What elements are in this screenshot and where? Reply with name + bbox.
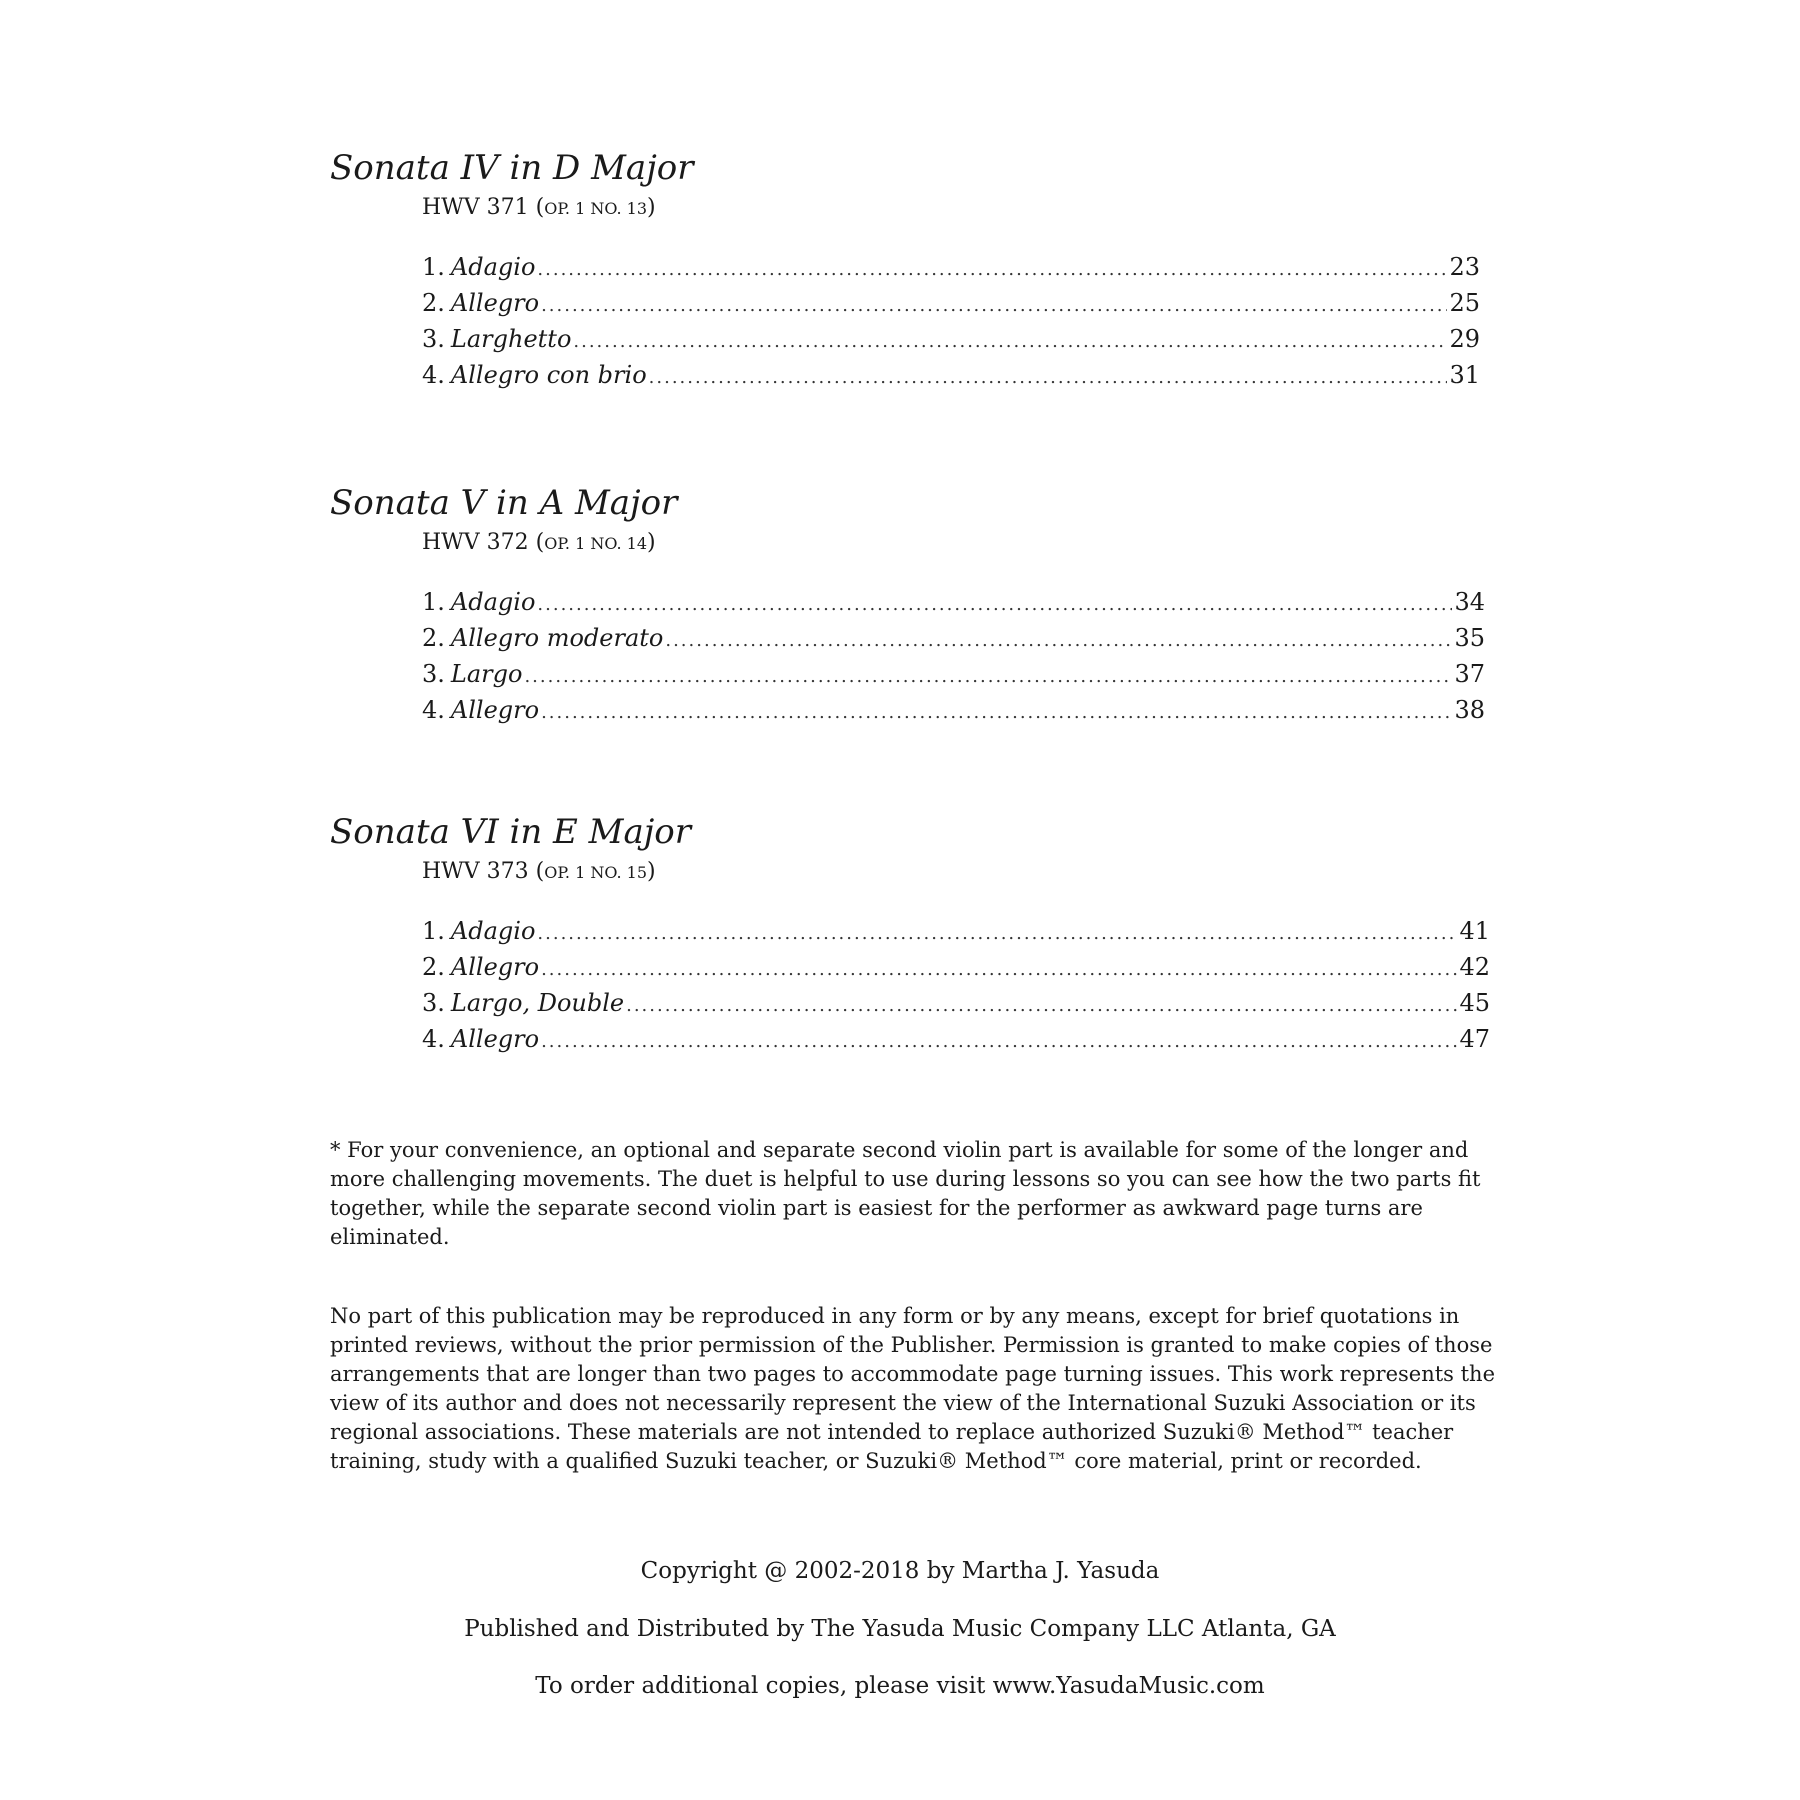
movement-entry bbox=[422, 949, 1490, 985]
sonata-catalog: HWV 372 (OP. 1 NO. 14) bbox=[422, 530, 656, 555]
movement-entry bbox=[422, 656, 1485, 692]
movement-entry bbox=[422, 692, 1485, 728]
movement-entry bbox=[422, 285, 1480, 321]
movement-page: 29 bbox=[1449, 325, 1480, 353]
movement-number: 4. bbox=[422, 361, 445, 389]
movement-number: 1. bbox=[422, 917, 445, 945]
movement-name: Largo bbox=[450, 660, 523, 688]
movement-number: 4. bbox=[422, 696, 445, 724]
movement-number: 2. bbox=[422, 953, 445, 981]
movement-name: Allegro moderato bbox=[450, 624, 664, 652]
movement-entry bbox=[422, 249, 1480, 285]
movement-name: Allegro bbox=[450, 289, 540, 317]
movement-number: 4. bbox=[422, 1025, 445, 1053]
order-line: To order additional copies, please visit www.YasudaMusic.com bbox=[535, 1673, 1265, 1699]
movement-entry bbox=[422, 584, 1485, 620]
movement-list bbox=[422, 913, 1490, 1057]
movement-page: 42 bbox=[1459, 953, 1490, 981]
movement-page: 34 bbox=[1454, 588, 1485, 616]
movement-entry bbox=[422, 913, 1490, 949]
sonata-catalog: HWV 371 (OP. 1 NO. 13) bbox=[422, 195, 656, 220]
sonata-title: Sonata IV in D Major bbox=[330, 148, 694, 188]
sonata-title: Sonata VI in E Major bbox=[330, 812, 692, 852]
movement-name: Adagio bbox=[450, 588, 536, 616]
dot-leader bbox=[541, 695, 1452, 731]
copyright-line: Copyright @ 2002-2018 by Martha J. Yasuda bbox=[640, 1558, 1160, 1584]
catalog-number: HWV 372 bbox=[422, 530, 529, 555]
sonata-section bbox=[330, 812, 1490, 1057]
dot-leader bbox=[541, 288, 1447, 324]
dot-leader bbox=[537, 916, 1457, 952]
dot-leader bbox=[524, 659, 1452, 695]
sonata-section bbox=[330, 148, 1480, 393]
opus-number: OP. 1 NO. 13 bbox=[544, 199, 648, 218]
movement-name: Allegro bbox=[450, 953, 540, 981]
opus-number: OP. 1 NO. 14 bbox=[544, 534, 648, 553]
movement-list bbox=[422, 584, 1485, 728]
publisher-line: Published and Distributed by The Yasuda Music Company LLC Atlanta, GA bbox=[464, 1616, 1336, 1642]
movement-name: Allegro bbox=[450, 1025, 540, 1053]
catalog-number: HWV 371 bbox=[422, 195, 529, 220]
movement-page: 35 bbox=[1454, 624, 1485, 652]
movement-page: 25 bbox=[1449, 289, 1480, 317]
movement-number: 2. bbox=[422, 624, 445, 652]
dot-leader bbox=[573, 324, 1447, 360]
movement-name: Larghetto bbox=[450, 325, 572, 353]
movement-entry bbox=[422, 321, 1480, 357]
dot-leader bbox=[541, 1024, 1457, 1060]
movement-number: 3. bbox=[422, 660, 445, 688]
movement-entry bbox=[422, 620, 1485, 656]
sonata-title: Sonata V in A Major bbox=[330, 483, 678, 523]
movement-page: 41 bbox=[1459, 917, 1490, 945]
sonata-section bbox=[330, 483, 1485, 728]
movement-entry bbox=[422, 357, 1480, 393]
dot-leader bbox=[537, 252, 1447, 288]
movement-page: 23 bbox=[1449, 253, 1480, 281]
movement-number: 1. bbox=[422, 253, 445, 281]
dot-leader bbox=[541, 952, 1457, 988]
movement-page: 47 bbox=[1459, 1025, 1490, 1053]
movement-page: 37 bbox=[1454, 660, 1485, 688]
movement-number: 3. bbox=[422, 989, 445, 1017]
movement-name: Adagio bbox=[450, 917, 536, 945]
movement-name: Adagio bbox=[450, 253, 536, 281]
dot-leader bbox=[626, 988, 1457, 1024]
dot-leader bbox=[537, 587, 1452, 623]
movement-page: 31 bbox=[1449, 361, 1480, 389]
catalog-number: HWV 373 bbox=[422, 859, 529, 884]
legal-notice: No part of this publication may be reproduced in any form or by any means, except for brief quotations in printed reviews, without the prior permission of the Publisher. Permission is granted to make copies of those arrangements that are longer than two pages to accommodate page turning issues. This work represents the view of its author and does not necessarily represent the view of the International Suzuki Association or its regional associations. These materials are not intended to replace authorized Suzuki® Method™ teacher training, study with a qualified Suzuki teacher, or Suzuki® Method™ core material, print or recorded. bbox=[330, 1304, 1496, 1473]
movement-number: 2. bbox=[422, 289, 445, 317]
movement-name: Largo, Double bbox=[450, 989, 625, 1017]
movement-page: 38 bbox=[1454, 696, 1485, 724]
dot-leader bbox=[649, 360, 1448, 396]
movement-name: Allegro bbox=[450, 696, 540, 724]
sonata-catalog: HWV 373 (OP. 1 NO. 15) bbox=[422, 859, 656, 884]
movement-number: 3. bbox=[422, 325, 445, 353]
movement-entry bbox=[422, 985, 1490, 1021]
movement-name: Allegro con brio bbox=[450, 361, 647, 389]
opus-number: OP. 1 NO. 15 bbox=[544, 863, 648, 882]
movement-number: 1. bbox=[422, 588, 445, 616]
convenience-note: * For your convenience, an optional and separate second violin part is available for some of the longer and more challenging movements. The duet is helpful to use during lessons so you can see how the two parts fit together, while the separate second violin part is easiest for the performer as awkward page turns are eliminated. bbox=[330, 1138, 1481, 1249]
movement-entry bbox=[422, 1021, 1490, 1057]
movement-page: 45 bbox=[1459, 989, 1490, 1017]
movement-list bbox=[422, 249, 1480, 393]
dot-leader bbox=[665, 623, 1452, 659]
